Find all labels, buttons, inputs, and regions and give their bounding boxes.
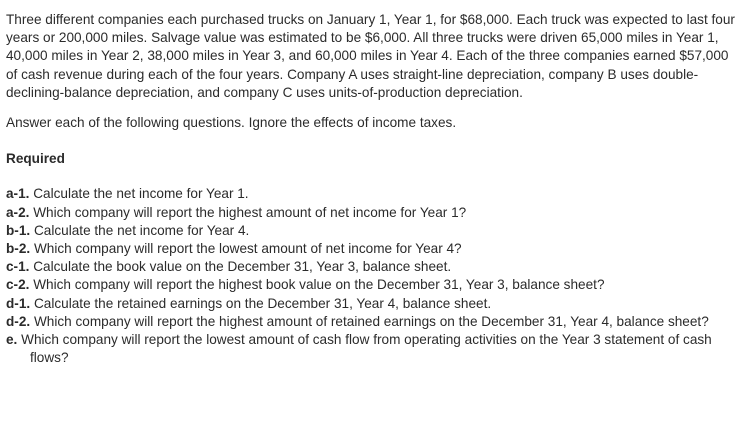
problem-paragraph: Three different companies each purchased trucks on January 1, Year 1, for $68,000. Each truck was expected to last four years or 200,000 miles. Salvage value was estimated to be $6,000. All three trucks were driven 65,000 miles in Year 1, 40,000 miles in Year 2, 38,000 miles in Year 3, and 60,000 miles in Year 4. Each of the three companies earned $57,000 of cash revenue during each of the four years. Company A uses straight-line depreciation, company B uses double-declining-balance depreciation, and company C uses units-of-production depreciation. <box>6 12 735 100</box>
question-text: Calculate the retained earnings on the December 31, Year 4, balance sheet. <box>33 295 492 311</box>
question-list <box>6 185 737 367</box>
question-label: d-1. <box>6 295 31 311</box>
question-b2 <box>6 240 737 258</box>
question-text: Which company will report the highest amount of retained earnings on the December 31, Year 4, balance sheet? <box>33 313 709 329</box>
question-label: d-2. <box>6 313 31 329</box>
question-text: Calculate the net income for Year 4. <box>33 222 250 238</box>
question-label: c-1. <box>6 259 30 275</box>
question-a1 <box>6 185 737 203</box>
required-heading: Required <box>6 151 65 167</box>
question-text: Which company will report the highest amount of net income for Year 1? <box>33 204 467 220</box>
question-text: Which company will report the lowest amount of cash flow from operating activities on the Year 3 statement of cash flows? <box>21 332 712 366</box>
question-label: e. <box>6 332 18 348</box>
question-b1 <box>6 222 737 240</box>
question-text: Calculate the net income for Year 1. <box>33 186 249 202</box>
question-c2 <box>6 276 737 294</box>
question-c1 <box>6 258 737 276</box>
question-d1 <box>6 295 737 313</box>
question-label: a-2. <box>6 204 30 220</box>
question-text: Which company will report the lowest amount of net income for Year 4? <box>33 241 462 257</box>
question-label: a-1. <box>6 186 30 202</box>
question-e <box>6 331 737 367</box>
question-text: Calculate the book value on the December 31, Year 3, balance sheet. <box>33 259 452 275</box>
question-a2 <box>6 204 737 222</box>
question-label: b-2. <box>6 241 31 257</box>
instruction-text: Answer each of the following questions. Ignore the effects of income taxes. <box>6 115 457 131</box>
question-d2 <box>6 313 737 331</box>
question-text: Which company will report the highest book value on the December 31, Year 3, balance sheet? <box>33 277 605 293</box>
question-label: c-2. <box>6 277 30 293</box>
question-label: b-1. <box>6 222 31 238</box>
